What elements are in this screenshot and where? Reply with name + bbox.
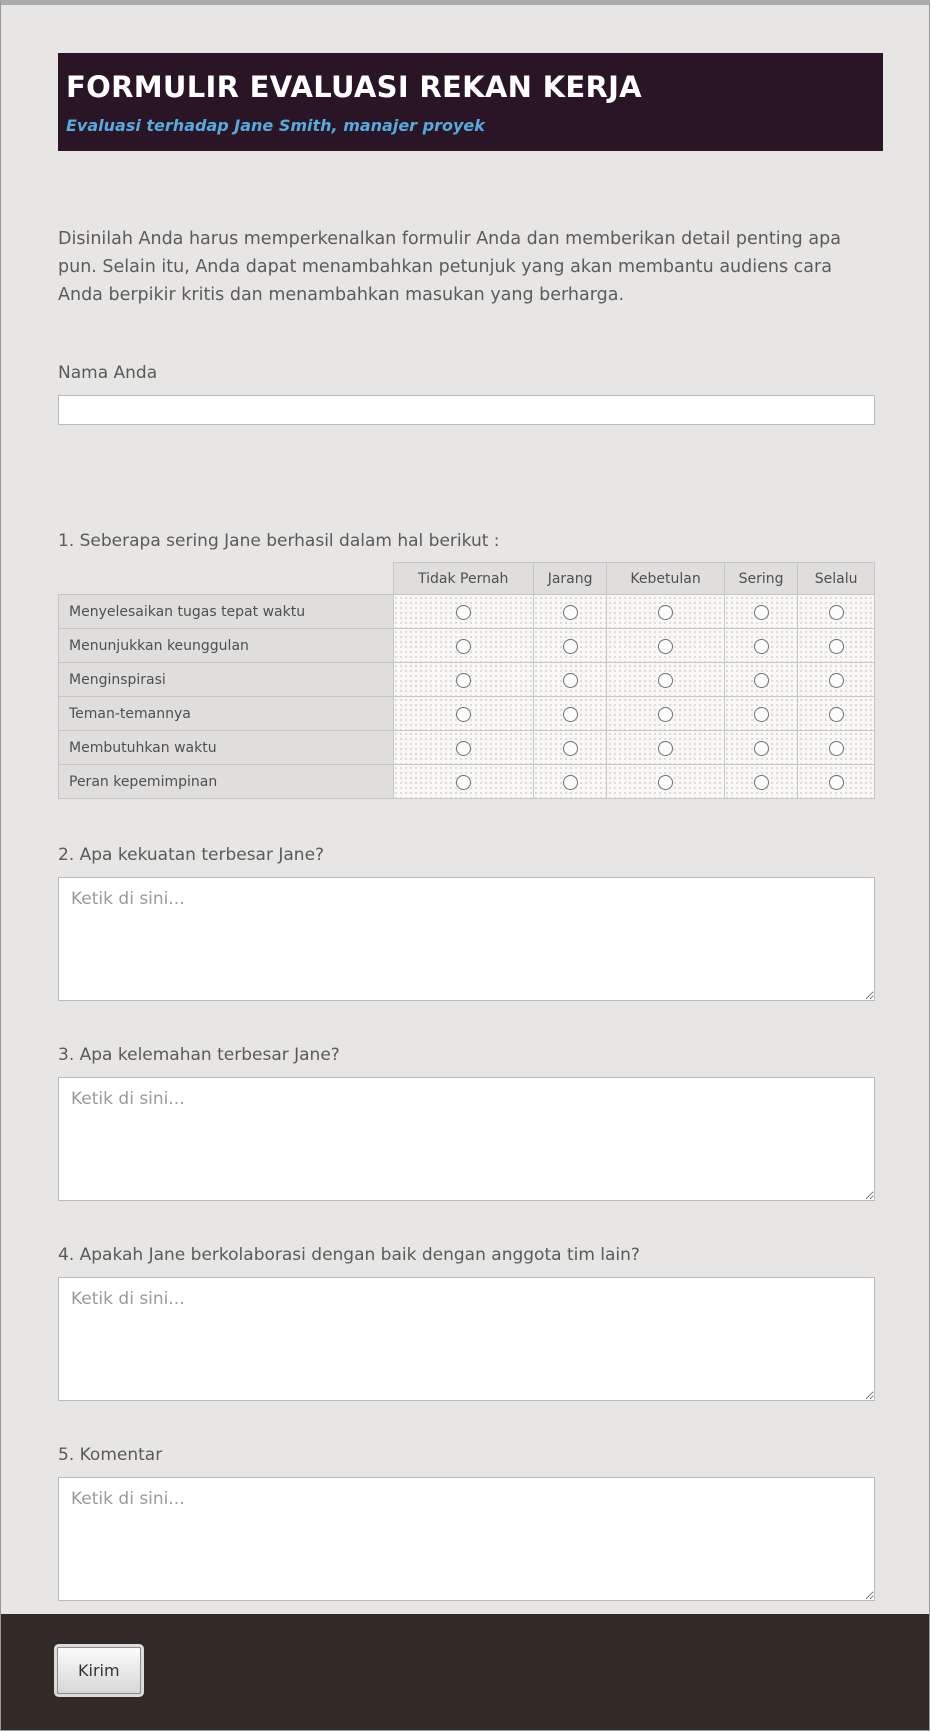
matrix-radio-cell[interactable] <box>798 595 875 629</box>
matrix-radio-cell[interactable] <box>798 731 875 765</box>
matrix-radio[interactable] <box>456 605 471 620</box>
form-title: FORMULIR EVALUASI REKAN KERJA <box>66 70 642 104</box>
matrix-radio[interactable] <box>754 741 769 756</box>
question-5-label: 5. Komentar <box>58 1445 163 1465</box>
matrix-radio[interactable] <box>829 775 844 790</box>
matrix-radio-cell[interactable] <box>533 765 606 799</box>
form-footer <box>1 1614 929 1730</box>
matrix-header-row <box>59 563 875 595</box>
matrix-column-header: Kebetulan <box>607 563 725 595</box>
matrix-radio-cell[interactable] <box>533 595 606 629</box>
matrix-table <box>58 562 875 799</box>
matrix-radio-cell[interactable] <box>607 629 725 663</box>
matrix-column-header: Jarang <box>533 563 606 595</box>
matrix-radio-cell[interactable] <box>533 663 606 697</box>
question-3-textarea[interactable] <box>58 1077 875 1201</box>
matrix-corner-cell <box>59 563 394 595</box>
matrix-row-label: Teman-temannya <box>59 697 394 731</box>
submit-button[interactable]: Kirim <box>57 1647 141 1694</box>
matrix-radio[interactable] <box>456 707 471 722</box>
matrix-radio[interactable] <box>754 707 769 722</box>
matrix-radio[interactable] <box>658 707 673 722</box>
matrix-radio[interactable] <box>658 673 673 688</box>
matrix-radio[interactable] <box>456 673 471 688</box>
matrix-radio-cell[interactable] <box>393 731 533 765</box>
matrix-column-header: Selalu <box>798 563 875 595</box>
matrix-radio[interactable] <box>754 775 769 790</box>
matrix-radio-cell[interactable] <box>724 595 797 629</box>
matrix-row-label: Menginspirasi <box>59 663 394 697</box>
matrix-row <box>59 663 875 697</box>
matrix-radio-cell[interactable] <box>798 663 875 697</box>
matrix-radio-cell[interactable] <box>798 697 875 731</box>
question-1-label: 1. Seberapa sering Jane berhasil dalam hal berikut : <box>58 531 500 551</box>
matrix-radio-cell[interactable] <box>393 697 533 731</box>
matrix-radio-cell[interactable] <box>724 629 797 663</box>
form-intro-text: Disinilah Anda harus memperkenalkan formulir Anda dan memberikan detail penting apa pun. Selain itu, Anda dapat menambahkan petunjuk yang akan membantu audiens cara Anda berpikir kritis dan menambahkan masukan yang berharga. <box>58 229 841 305</box>
matrix-radio[interactable] <box>754 673 769 688</box>
matrix-row <box>59 765 875 799</box>
matrix-radio[interactable] <box>563 673 578 688</box>
matrix-radio[interactable] <box>563 605 578 620</box>
question-4-label: 4. Apakah Jane berkolaborasi dengan baik dengan anggota tim lain? <box>58 1245 640 1265</box>
matrix-radio-cell[interactable] <box>724 765 797 799</box>
matrix-radio[interactable] <box>563 639 578 654</box>
matrix-radio[interactable] <box>456 639 471 654</box>
matrix-radio-cell[interactable] <box>607 731 725 765</box>
matrix-radio[interactable] <box>658 639 673 654</box>
matrix-row-label: Peran kepemimpinan <box>59 765 394 799</box>
matrix-radio-cell[interactable] <box>798 765 875 799</box>
matrix-row <box>59 595 875 629</box>
form-subtitle: Evaluasi terhadap Jane Smith, manajer proyek <box>66 116 485 135</box>
matrix-radio-cell[interactable] <box>607 595 725 629</box>
matrix-radio-cell[interactable] <box>724 697 797 731</box>
question-2-label: 2. Apa kekuatan terbesar Jane? <box>58 845 325 865</box>
matrix-radio-cell[interactable] <box>607 663 725 697</box>
matrix-radio-cell[interactable] <box>724 731 797 765</box>
matrix-radio-cell[interactable] <box>393 765 533 799</box>
matrix-row-label: Menunjukkan keunggulan <box>59 629 394 663</box>
matrix-radio-cell[interactable] <box>798 629 875 663</box>
name-input[interactable] <box>58 395 875 425</box>
question-3-label: 3. Apa kelemahan terbesar Jane? <box>58 1045 340 1065</box>
matrix-row <box>59 629 875 663</box>
matrix-radio-cell[interactable] <box>533 731 606 765</box>
form-header <box>58 53 883 151</box>
matrix-radio[interactable] <box>563 775 578 790</box>
matrix-radio[interactable] <box>658 605 673 620</box>
matrix-radio-cell[interactable] <box>724 663 797 697</box>
form-content <box>1 53 929 1601</box>
matrix-radio-cell[interactable] <box>607 697 725 731</box>
question-5-textarea[interactable] <box>58 1477 875 1601</box>
question-4-textarea[interactable] <box>58 1277 875 1401</box>
matrix-radio[interactable] <box>658 775 673 790</box>
matrix-radio[interactable] <box>563 707 578 722</box>
matrix-radio[interactable] <box>456 775 471 790</box>
matrix-radio[interactable] <box>754 639 769 654</box>
matrix-body <box>59 595 875 799</box>
matrix-row-label: Membutuhkan waktu <box>59 731 394 765</box>
matrix-column-header: Tidak Pernah <box>393 563 533 595</box>
matrix-radio[interactable] <box>456 741 471 756</box>
matrix-radio[interactable] <box>829 707 844 722</box>
question-2-textarea[interactable] <box>58 877 875 1001</box>
matrix-radio-cell[interactable] <box>393 629 533 663</box>
matrix-radio[interactable] <box>563 741 578 756</box>
matrix-radio-cell[interactable] <box>393 595 533 629</box>
matrix-radio-cell[interactable] <box>393 663 533 697</box>
matrix-row <box>59 731 875 765</box>
matrix-radio[interactable] <box>829 673 844 688</box>
matrix-radio[interactable] <box>754 605 769 620</box>
matrix-radio[interactable] <box>829 639 844 654</box>
matrix-radio[interactable] <box>658 741 673 756</box>
matrix-radio[interactable] <box>829 741 844 756</box>
matrix-radio-cell[interactable] <box>533 697 606 731</box>
matrix-radio-cell[interactable] <box>607 765 725 799</box>
matrix-row <box>59 697 875 731</box>
matrix-column-header: Sering <box>724 563 797 595</box>
name-field-label: Nama Anda <box>58 363 158 383</box>
matrix-row-label: Menyelesaikan tugas tepat waktu <box>59 595 394 629</box>
matrix-radio[interactable] <box>829 605 844 620</box>
matrix-radio-cell[interactable] <box>533 629 606 663</box>
